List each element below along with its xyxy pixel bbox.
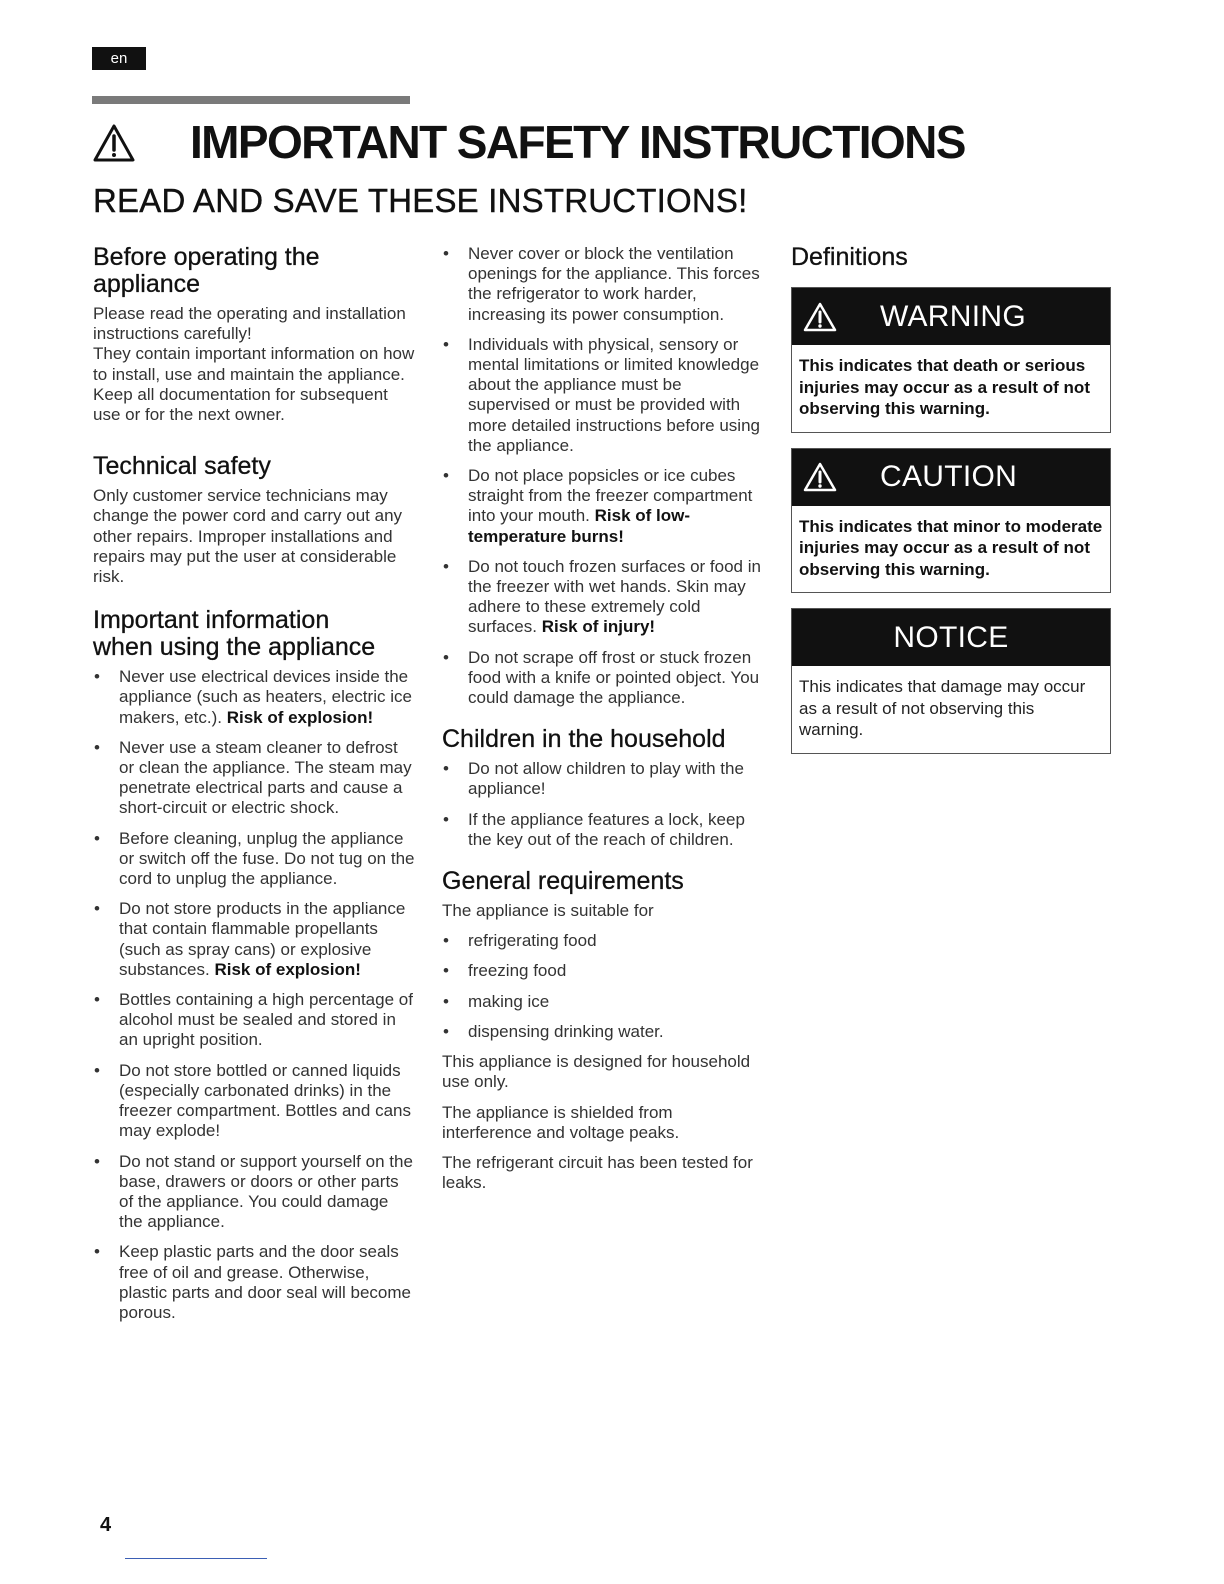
list-item: • Individuals with physical, sensory or mental limitations or limited knowledge about the appliance must be supervised or must be provided with more detailed instructions before using the appliance. (442, 335, 764, 456)
caution-label: CAUTION (880, 460, 1018, 493)
language-tag: en (92, 47, 146, 70)
caution-text: This indicates that minor to moderate injuries may occur as a result of not observing this warning. (799, 516, 1103, 579)
before-operating-p3: Keep all documentation for subsequent use or for the next owner. (93, 384, 388, 425)
page-title: IMPORTANT SAFETY INSTRUCTIONS (190, 116, 965, 168)
safety-list-continued (442, 244, 764, 708)
caution-definition-box (791, 448, 1111, 594)
general-requirements-heading: General requirements (442, 867, 684, 896)
list-item: • freezing food (442, 961, 764, 981)
general-list (442, 931, 764, 1042)
important-info-heading-line1: Important information (93, 606, 330, 635)
before-operating-p1: Please read the operating and installation instructions carefully! (93, 304, 406, 344)
general-p2: The appliance is shielded from interference and voltage peaks. (442, 1102, 680, 1142)
warning-text: This indicates that death or serious injuries may occur as a result of not observing this warning. (799, 356, 1090, 418)
list-item: • Do not allow children to play with the appliance! (442, 759, 764, 799)
column-middle (442, 244, 764, 1193)
warning-label: WARNING (880, 299, 1026, 333)
children-heading: Children in the household (442, 725, 726, 754)
list-item: • Keep plastic parts and the door seals free of oil and grease. Otherwise, plastic parts and door seal will become porous. (93, 1242, 415, 1323)
list-item: • Bottles containing a high percentage of alcohol must be sealed and stored in an upright position. (93, 990, 415, 1051)
caution-header (792, 449, 1110, 506)
list-item: • Do not place popsicles or ice cubes straight from the freezer compartment into your mouth. Risk of low-temperature burns! (442, 466, 764, 547)
technical-safety-p1: Only customer service technicians may change the power cord and carry out any other repairs. Improper installations and repairs may put the user at considerable risk. (93, 486, 403, 587)
important-info-heading (93, 607, 415, 661)
list-item: • Before cleaning, unplug the appliance or switch off the fuse. Do not tug on the cord to unplug the appliance. (93, 829, 415, 890)
column-right (791, 244, 1111, 769)
page-number: 4 (100, 1514, 112, 1536)
list-item: • Do not scrape off frost or stuck frozen food with a knife or pointed object. You could damage the appliance. (442, 648, 764, 709)
list-item: • making ice (442, 992, 764, 1012)
list-item: • Do not touch frozen surfaces or food in the freezer with wet hands. Skin may adhere to these extremely cold surfaces. Risk of injury! (442, 557, 764, 638)
list-item: • refrigerating food (442, 931, 764, 951)
notice-definition-box (791, 608, 1111, 754)
list-item: • Do not store bottled or canned liquids (especially carbonated drinks) in the freezer compartment. Bottles and cans may explode! (93, 1061, 415, 1142)
warning-header (792, 288, 1110, 345)
list-item: • Never use electrical devices inside the appliance (such as heaters, electric ice makers, etc.). Risk of explosion! (93, 667, 415, 728)
warning-definition-box (791, 287, 1111, 433)
important-info-list (93, 667, 415, 1323)
notice-label: NOTICE (893, 620, 1009, 654)
list-item: • Do not store products in the appliance that contain flammable propellants (such as spray cans) or explosive substances. Risk of explosion! (93, 899, 415, 980)
warning-triangle-icon (802, 301, 838, 333)
before-operating-p2: They contain important information on how to install, use and maintain the appliance. (93, 344, 415, 384)
notice-header (792, 609, 1110, 666)
definitions-heading: Definitions (791, 243, 908, 271)
list-item: • Do not stand or support yourself on the base, drawers or doors or other parts of the appliance. You could damage the appliance. (93, 1152, 415, 1233)
header-rule (92, 96, 410, 104)
page-subtitle: READ AND SAVE THESE INSTRUCTIONS! (93, 182, 748, 219)
technical-safety-heading: Technical safety (93, 452, 271, 481)
warning-triangle-icon (92, 123, 136, 163)
title-row (92, 112, 965, 172)
caution-triangle-icon (802, 461, 838, 493)
before-operating-heading: Before operating the appliance (93, 243, 320, 298)
list-item: • If the appliance features a lock, keep the key out of the reach of children. (442, 810, 764, 850)
bottom-divider (125, 1558, 267, 1559)
list-item: • Never use a steam cleaner to defrost or clean the appliance. The steam may penetrate electrical parts and cause a short-circuit or electric shock. (93, 738, 415, 819)
list-item: • dispensing drinking water. (442, 1022, 764, 1042)
important-info-heading-line2: when using the appliance (93, 633, 376, 662)
general-p3: The refrigerant circuit has been tested for leaks. (442, 1152, 753, 1193)
notice-text: This indicates that damage may occur as a result of not observing this warning. (799, 677, 1086, 739)
children-list (442, 759, 764, 850)
general-p1: This appliance is designed for household use only. (442, 1052, 751, 1092)
general-intro: The appliance is suitable for (442, 901, 654, 921)
list-item: • Never cover or block the ventilation openings for the appliance. This forces the refrigerator to work harder, increasing its power consumption. (442, 244, 764, 325)
column-left (93, 244, 415, 1333)
